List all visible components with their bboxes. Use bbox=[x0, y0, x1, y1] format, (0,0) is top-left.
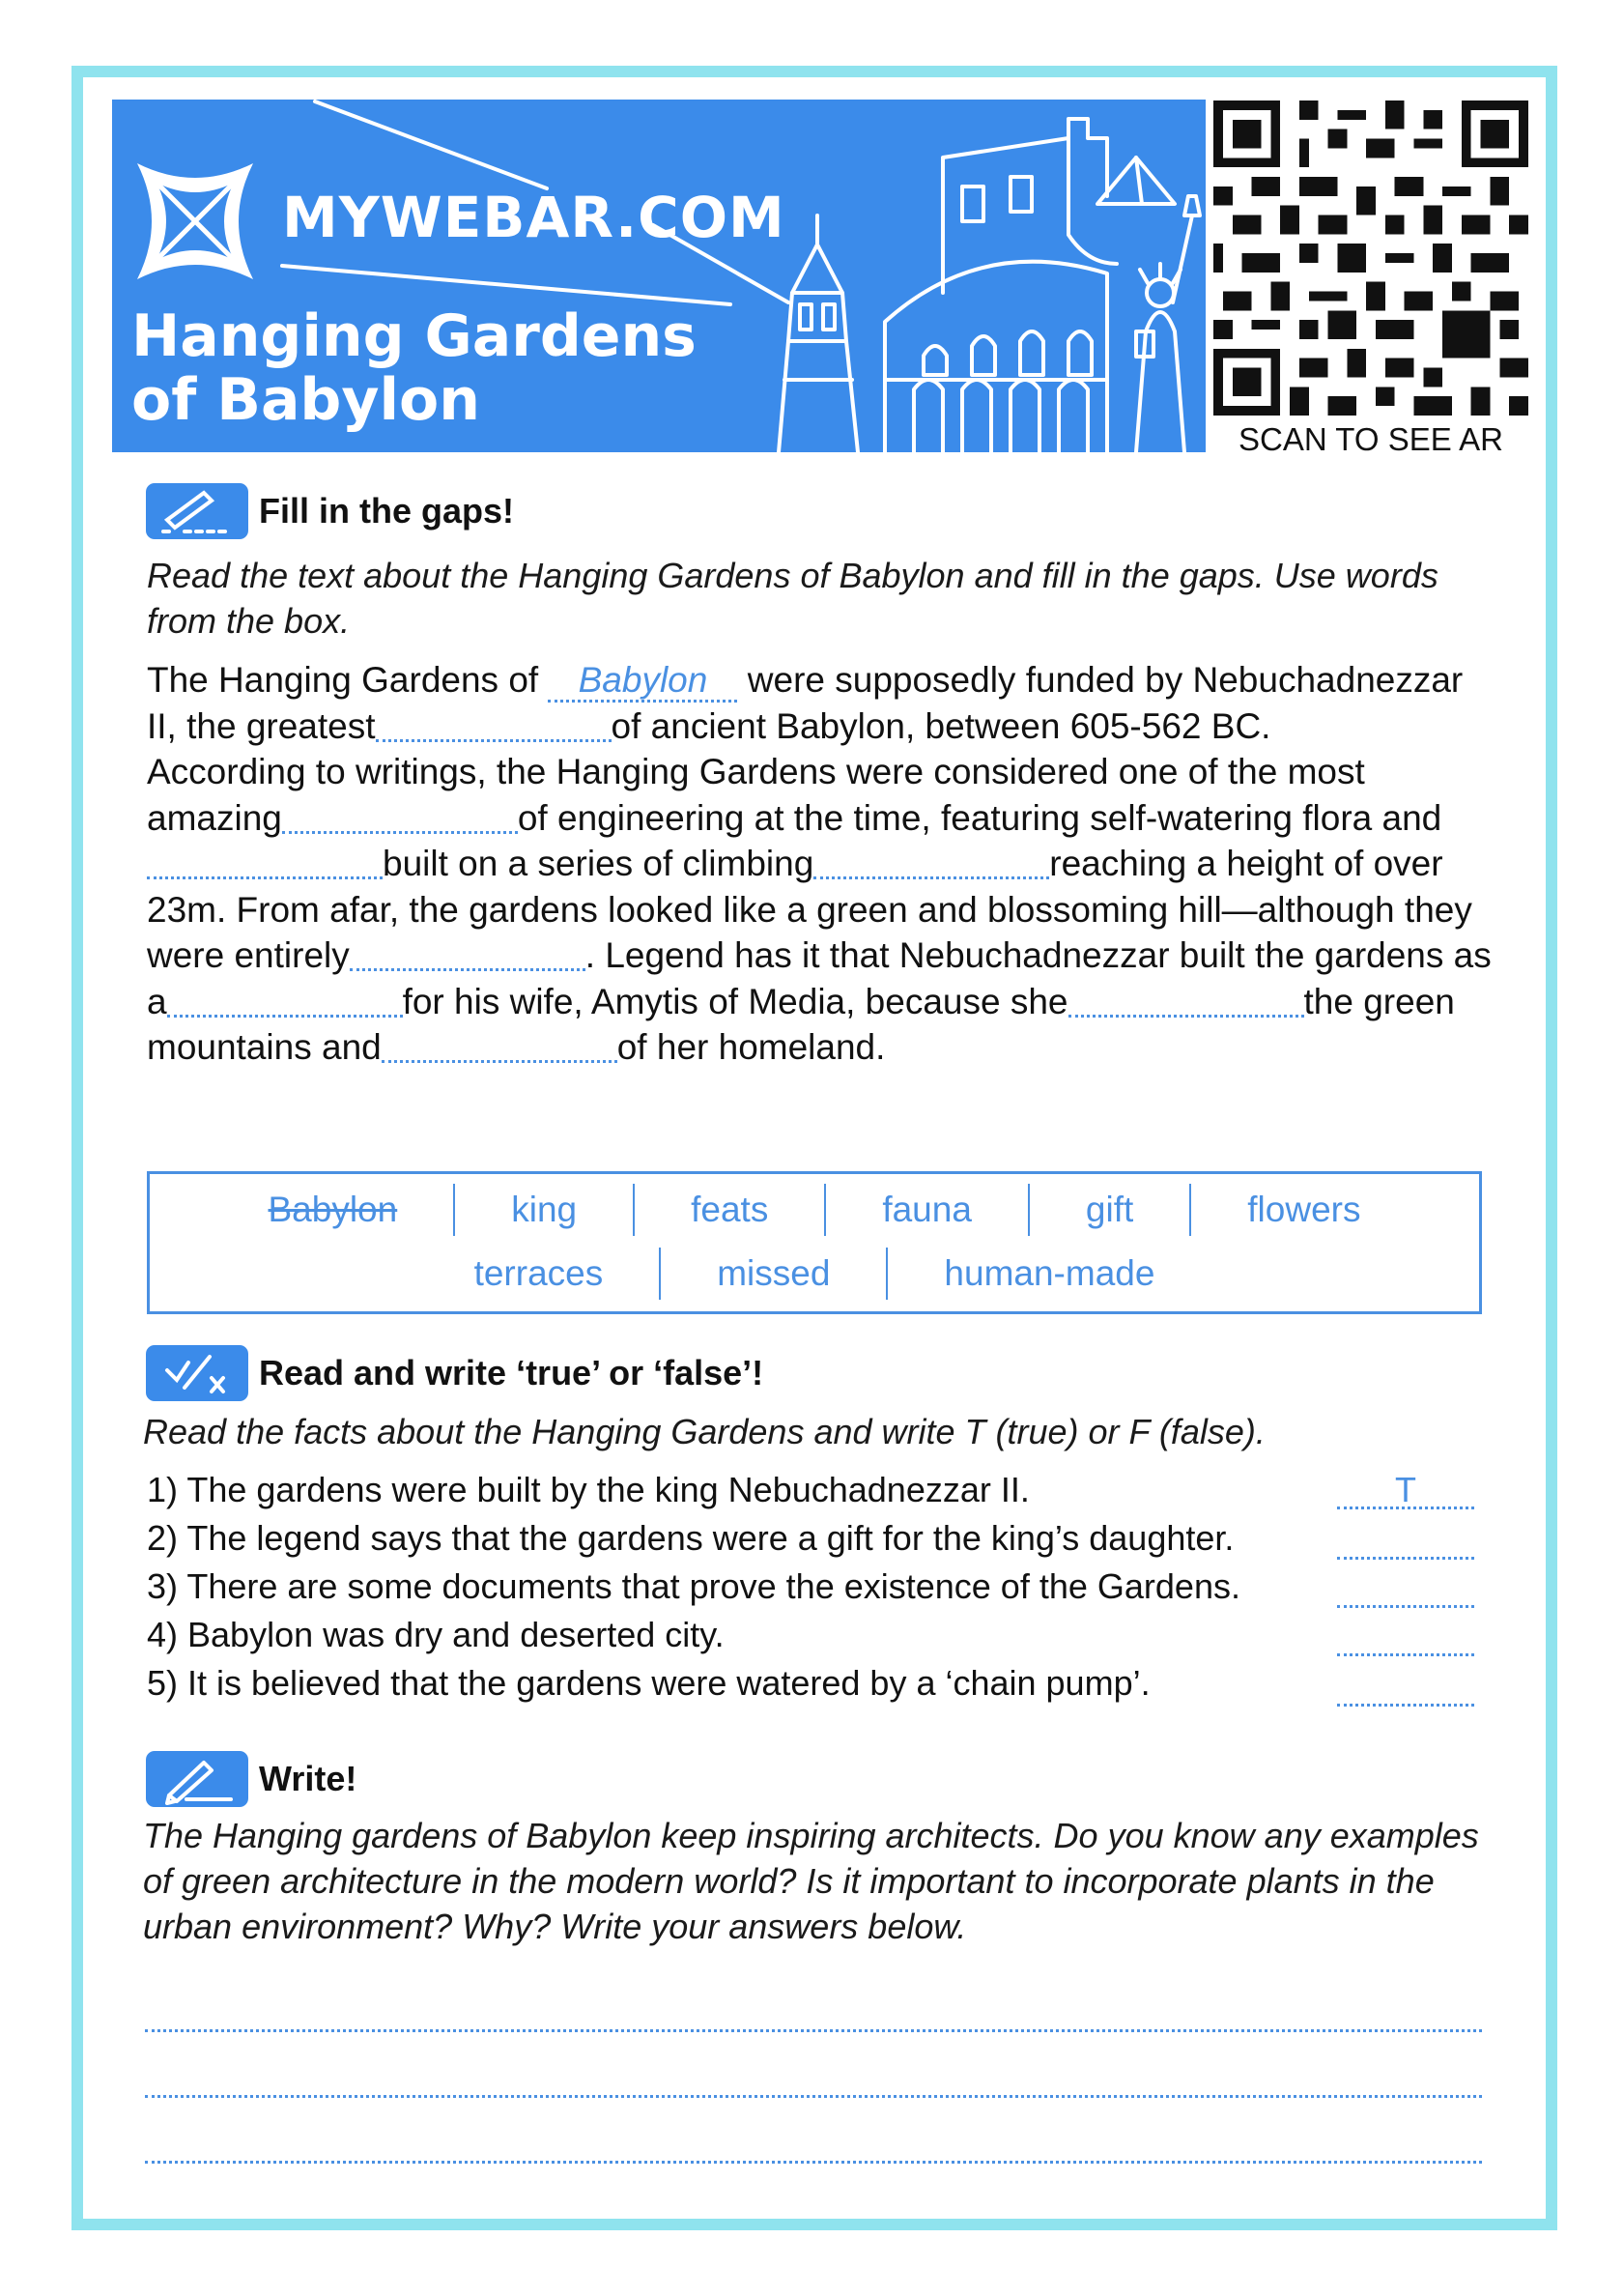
text-segment: of her homeland. bbox=[616, 1027, 886, 1067]
word-row-1 bbox=[150, 1184, 1479, 1236]
text-segment: for his wife, Amytis of Media, because she bbox=[402, 981, 1068, 1021]
mywebar-logo bbox=[128, 154, 263, 289]
qr-code[interactable] bbox=[1213, 100, 1528, 416]
section-2-title: Read and write ‘true’ or ‘false’! bbox=[259, 1353, 764, 1392]
word-missed: missed bbox=[659, 1248, 886, 1300]
envelope-pencil-icon bbox=[146, 1751, 248, 1807]
gap-fill-text bbox=[147, 657, 1499, 1071]
word-human-made: human-made bbox=[886, 1248, 1210, 1300]
section-1-title: Fill in the gaps! bbox=[259, 491, 515, 531]
tf-answer-5[interactable] bbox=[1337, 1668, 1474, 1707]
section-3-instruction: The Hanging gardens of Babylon keep inspiring architects. Do you know any examples of green architecture in the modern world? Is it important to incorporate plants in the urban environment? Why? Write your answers below. bbox=[143, 1816, 1479, 1946]
tf-statement-2: 2) The legend says that the gardens were a gift for the king’s daughter. bbox=[147, 1518, 1235, 1558]
tf-statement-5: 5) It is believed that the gardens were watered by a ‘chain pump’. bbox=[147, 1663, 1151, 1703]
word-king: king bbox=[453, 1184, 633, 1236]
check-cross-icon bbox=[146, 1345, 248, 1401]
section-1-instruction: Read the text about the Hanging Gardens of Babylon and fill in the gaps. Use words from the box. bbox=[147, 556, 1438, 641]
tf-statement-3: 3) There are some documents that prove the existence of the Gardens. bbox=[147, 1566, 1240, 1606]
word-flowers: flowers bbox=[1189, 1184, 1416, 1236]
tf-statement-4: 4) Babylon was dry and deserted city. bbox=[147, 1615, 725, 1654]
gap-3[interactable] bbox=[282, 801, 518, 834]
brand-name: MYWEBAR.COM bbox=[282, 185, 785, 250]
answer-line-3[interactable] bbox=[145, 2161, 1482, 2164]
text-segment: of ancient Babylon, between 605-562 BC. bbox=[611, 705, 1271, 746]
text-segment: reaching a height of over 23m. From afar, the gardens looked like a green and blossoming hill—although they were entirely bbox=[147, 844, 1472, 975]
gap-2[interactable] bbox=[376, 709, 612, 742]
qr-caption: SCAN TO SEE AR bbox=[1239, 421, 1503, 457]
gap-6[interactable] bbox=[350, 938, 585, 971]
gap-8[interactable] bbox=[1068, 985, 1304, 1018]
gap-5[interactable] bbox=[813, 847, 1049, 879]
section-2-instruction: Read the facts about the Hanging Gardens and write T (true) or F (false). bbox=[143, 1412, 1266, 1451]
gap-1[interactable]: Babylon bbox=[548, 661, 737, 703]
tf-answer-3[interactable] bbox=[1337, 1569, 1474, 1608]
answer-line-1[interactable] bbox=[145, 2029, 1482, 2032]
header-banner bbox=[112, 100, 1206, 452]
word-gift: gift bbox=[1028, 1184, 1189, 1236]
text-segment: were supposedly funded by Nebuchadnezzar II, the greatest bbox=[147, 660, 1464, 746]
page-title bbox=[131, 304, 697, 432]
text-segment: The Hanging Gardens of bbox=[147, 660, 539, 700]
text-segment: built on a series of climbing bbox=[383, 844, 814, 883]
word-row-2 bbox=[150, 1248, 1479, 1300]
answer-line-2[interactable] bbox=[145, 2095, 1482, 2098]
title-line-1: Hanging Gardens bbox=[131, 302, 697, 370]
text-segment: . Legend has it that Nebuchadnezzar built the gardens as a bbox=[147, 935, 1492, 1021]
gap-9[interactable] bbox=[382, 1030, 617, 1063]
text-segment: According to writings, the Hanging Gardens were considered one of the most amazing bbox=[147, 752, 1365, 838]
tf-statement-1: 1) The gardens were built by the king Nebuchadnezzar II. bbox=[147, 1470, 1030, 1509]
title-line-2: of Babylon bbox=[131, 366, 480, 434]
word-fauna: fauna bbox=[824, 1184, 1028, 1236]
tf-answer-2[interactable] bbox=[1337, 1521, 1474, 1560]
word-feats: feats bbox=[633, 1184, 824, 1236]
section-3-title: Write! bbox=[259, 1759, 357, 1798]
gap-7[interactable] bbox=[167, 985, 403, 1018]
tf-answer-4[interactable] bbox=[1337, 1618, 1474, 1656]
text-segment: the green mountains and bbox=[147, 981, 1455, 1067]
tf-answer-1[interactable]: T bbox=[1337, 1471, 1474, 1509]
pencil-icon bbox=[146, 483, 248, 539]
word-box bbox=[147, 1171, 1482, 1314]
text-segment: of engineering at the time, featuring self-watering flora and bbox=[517, 797, 1442, 838]
word-terraces: terraces bbox=[473, 1253, 604, 1293]
gap-4[interactable] bbox=[147, 847, 383, 879]
word-babylon: Babylon bbox=[268, 1190, 398, 1229]
